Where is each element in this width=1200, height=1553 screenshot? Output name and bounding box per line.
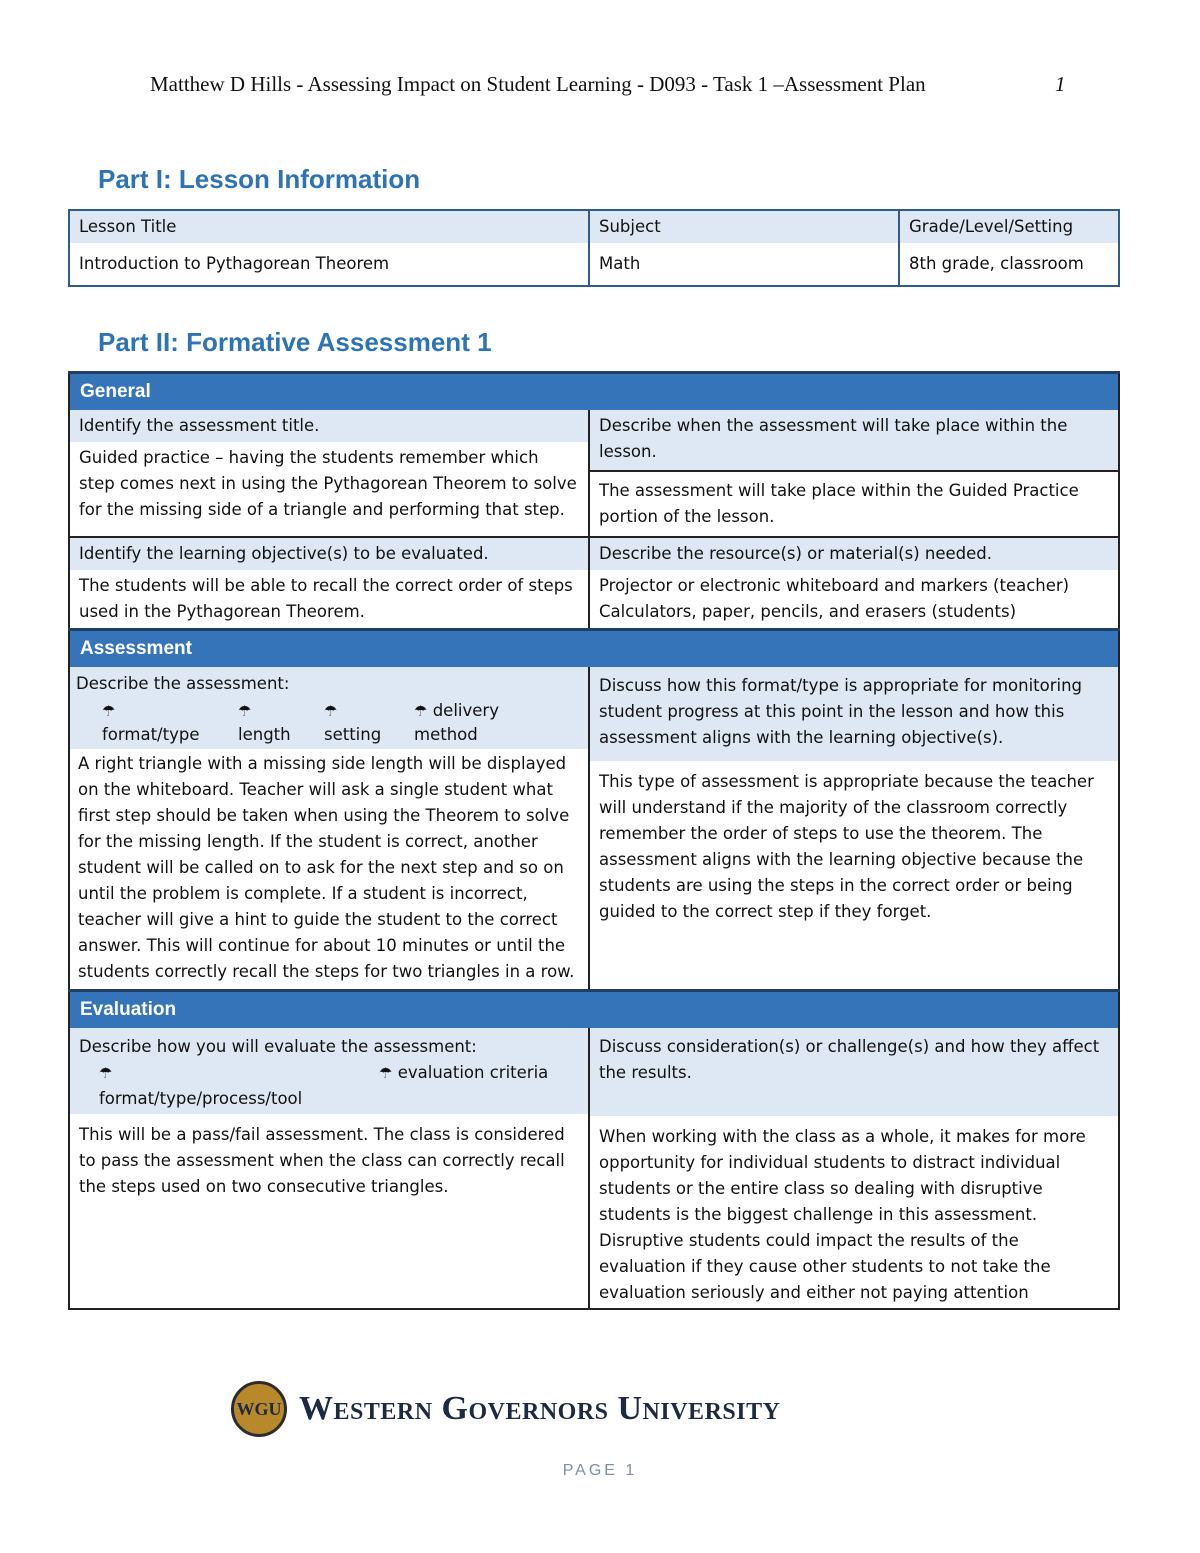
- bullet-format-process: ☂ format/type/process/tool: [99, 1064, 303, 1108]
- discuss-format-cell: [589, 667, 1119, 991]
- col-subject: Subject: [589, 210, 899, 243]
- section-assessment-label: Assessment: [69, 630, 1119, 668]
- objective-answer: The students will be able to recall the correct order of steps used in the Pythagorean Theorem.: [79, 576, 573, 621]
- header-page-number: 1: [1055, 72, 1066, 96]
- assessment-row: [69, 667, 1119, 991]
- objective-cell: [69, 537, 589, 630]
- section-general-label: General: [69, 373, 1119, 411]
- part1-heading: Part I: Lesson Information: [98, 164, 421, 194]
- section-general: [69, 373, 1119, 411]
- discuss-format-question: Discuss how this format/type is appropriate for monitoring student progress at this point in the lesson and how this assessment aligns with the learning objective(s).: [590, 667, 1118, 761]
- col-lesson-title: Lesson Title: [79, 217, 177, 236]
- consider-cell: [589, 1028, 1119, 1309]
- lesson-title-value: Introduction to Pythagorean Theorem: [79, 254, 390, 273]
- title-question: Identify the assessment title.: [70, 410, 588, 442]
- assessment-bullets: [76, 699, 582, 747]
- evaluation-bullets: [79, 1060, 579, 1112]
- umbrella-icon: ☂: [379, 1064, 393, 1082]
- general-row-2: [69, 537, 1119, 630]
- umbrella-icon: ☂: [414, 702, 428, 720]
- describe-assessment-question: Describe the assessment:: [76, 674, 290, 693]
- title-cell: [69, 410, 589, 537]
- umbrella-icon: ☂: [238, 702, 252, 720]
- wgu-logo: [231, 1381, 780, 1437]
- wgu-wordmark: Western Governors University: [299, 1390, 781, 1427]
- subject-value: Math: [589, 243, 899, 286]
- lesson-info-table: [68, 209, 1120, 287]
- bullet-format: ☂ format/type: [102, 702, 200, 744]
- when-cell: [589, 410, 1119, 537]
- lesson-info-header-row: [69, 210, 1119, 243]
- when-answer: The assessment will take place within the Guided Practice portion of the lesson.: [599, 481, 1079, 526]
- umbrella-icon: ☂: [99, 1064, 113, 1082]
- bullet-criteria: ☂ evaluation criteria: [379, 1063, 549, 1082]
- bullet-length: ☂ length: [238, 702, 291, 744]
- bullet-setting: ☂ setting: [324, 702, 382, 744]
- formative-assessment-table: [68, 371, 1120, 1310]
- section-assessment: [69, 630, 1119, 668]
- evaluation-row: [69, 1028, 1119, 1309]
- describe-assessment-cell: [69, 667, 589, 991]
- grade-value: 8th grade, classroom: [899, 243, 1119, 286]
- resources-cell: [589, 537, 1119, 630]
- wgu-seal: WGU: [231, 1381, 287, 1437]
- describe-assessment-question-block: [70, 667, 588, 749]
- section-evaluation: [69, 991, 1119, 1029]
- resources-question: Describe the resource(s) or material(s) needed.: [590, 538, 1118, 570]
- col-grade: Grade/Level/Setting: [899, 210, 1119, 243]
- discuss-format-answer: This type of assessment is appropriate because the teacher will understand if the majority of the classroom correctly remember the order of steps to use the theorem. The assessment aligns with the learning objective because the students are using the steps in the correct order or being guided to the correct step if they forget.: [599, 772, 1094, 921]
- section-evaluation-label: Evaluation: [69, 991, 1119, 1029]
- general-row-1: [69, 410, 1119, 537]
- evaluate-answer: This will be a pass/fail assessment. The class is considered to pass the assessment when the class can correctly recall the steps used on two consecutive triangles.: [79, 1125, 565, 1196]
- lesson-info-value-row: [69, 243, 1119, 286]
- consider-answer: When working with the class as a whole, it makes for more opportunity for individual students to distract individual students or the entire class so dealing with disruptive students is the biggest challenge in this assessment. Disruptive students could impact the results of the evaluation if they cause other students to not take the evaluation seriously and either not paying attention: [599, 1127, 1086, 1302]
- resources-answer-2: Calculators, paper, pencils, and erasers (students): [599, 602, 1017, 621]
- umbrella-icon: ☂: [324, 702, 338, 720]
- part2-heading: Part II: Formative Assessment 1: [98, 327, 492, 357]
- title-answer: Guided practice – having the students remember which step comes next in using the Pythagorean Theorem to solve for the missing side of a triangle and performing that step.: [79, 448, 577, 519]
- describe-assessment-answer: A right triangle with a missing side length will be displayed on the whiteboard. Teacher will ask a single student what first step should be taken when using the Theorem to solve for the missing length. If the student is correct, another student will be called on to ask for the next step and so on until the problem is complete. If a student is incorrect, teacher will give a hint to guide the student to the correct answer. This will continue for about 10 minutes or until the students correctly recall the steps for two triangles in a row.: [78, 754, 575, 981]
- when-question: Describe when the assessment will take place within the lesson.: [590, 410, 1118, 472]
- page-footer: PAGE 1: [562, 1462, 638, 1479]
- objective-question: Identify the learning objective(s) to be evaluated.: [70, 538, 588, 570]
- resources-answer-1: Projector or electronic whiteboard and markers (teacher): [599, 576, 1070, 595]
- header-title: Matthew D Hills - Assessing Impact on Student Learning - D093 - Task 1 –Assessment Plan: [150, 72, 926, 96]
- bullet-delivery: ☂ delivery method: [414, 701, 499, 744]
- umbrella-icon: ☂: [102, 702, 116, 720]
- evaluate-question: Describe how you will evaluate the assessment:: [79, 1037, 477, 1056]
- evaluate-question-block: [70, 1028, 588, 1114]
- evaluate-cell: [69, 1028, 589, 1309]
- consider-question: Discuss consideration(s) or challenge(s) and how they affect the results.: [590, 1028, 1118, 1116]
